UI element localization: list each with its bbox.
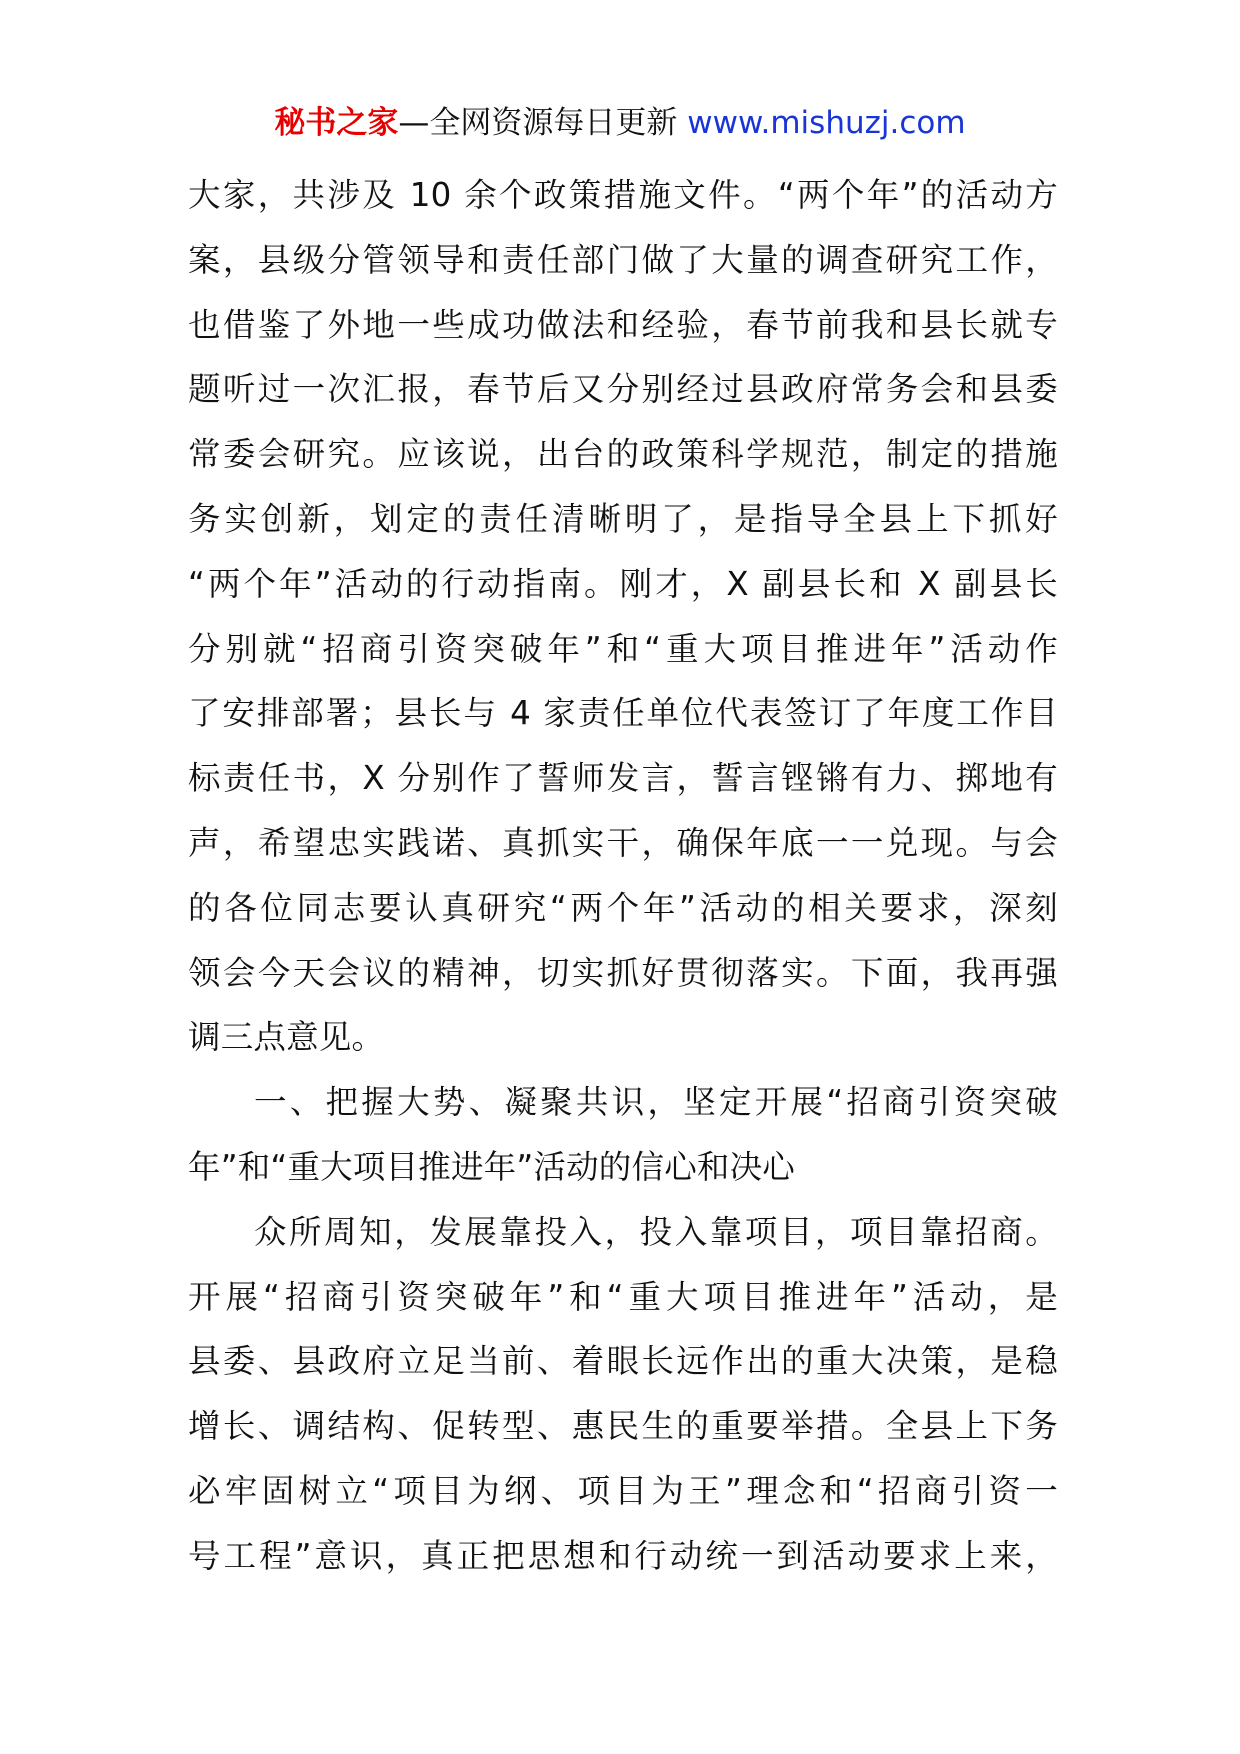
text-line: 务实创新，划定的责任清晰明了，是指导全县上下抓好 [188, 499, 1058, 538]
section-heading: 一、把握大势、凝聚共识，坚定开展“招商引资突破 [254, 1083, 1058, 1122]
text-line: 号工程”意识，真正把思想和行动统一到活动要求上来， [188, 1536, 1058, 1575]
text-line: 分别就“招商引资突破年”和“重大项目推进年”活动作 [188, 629, 1058, 668]
text-line: 常委会研究。应该说，出台的政策科学规范，制定的措施 [188, 435, 1058, 474]
text-line: 增长、调结构、促转型、惠民生的重要举措。全县上下务 [188, 1407, 1058, 1446]
text-line: 也借鉴了外地一些成功做法和经验，春节前我和县长就专 [188, 305, 1058, 344]
site-url-link[interactable]: www.mishuzj.com [687, 105, 966, 141]
text-line: 必牢固树立“项目为纲、项目为王”理念和“招商引资一 [188, 1471, 1058, 1510]
text-line: 题听过一次汇报，春节后又分别经过县政府常务会和县委 [188, 370, 1058, 409]
text-line: 调三点意见。 [188, 1018, 385, 1057]
header-tagline: —全网资源每日更新 [398, 105, 678, 141]
watermark-header [0, 98, 1240, 148]
text-line: 领会今天会议的精神，切实抓好贯彻落实。下面，我再强 [188, 953, 1058, 992]
text-line: 案，县级分管领导和责任部门做了大量的调查研究工作， [188, 240, 1058, 279]
section-heading: 年”和“重大项目推进年”活动的信心和决心 [188, 1147, 796, 1186]
text-line: 声，希望忠实践诺、真抓实干，确保年底一一兑现。与会 [188, 823, 1058, 862]
document-body [188, 163, 1058, 1589]
text-line: 了安排部署；县长与 4 家责任单位代表签订了年度工作目 [188, 694, 1058, 733]
text-line: 的各位同志要认真研究“两个年”活动的相关要求，深刻 [188, 888, 1058, 927]
text-line: “两个年”活动的行动指南。刚才，X 副县长和 X 副县长 [188, 564, 1058, 603]
text-line: 大家，共涉及 10 余个政策措施文件。“两个年”的活动方 [188, 176, 1058, 214]
text-line: 县委、县政府立足当前、着眼长远作出的重大决策，是稳 [188, 1342, 1058, 1381]
text-line: 开展“招商引资突破年”和“重大项目推进年”活动，是 [188, 1277, 1058, 1316]
text-line: 标责任书，X 分别作了誓师发言，誓言铿锵有力、掷地有 [188, 759, 1058, 798]
text-line: 众所周知，发展靠投入，投入靠项目，项目靠招商。 [254, 1212, 1058, 1251]
brand-name: 秘书之家 [274, 105, 399, 141]
